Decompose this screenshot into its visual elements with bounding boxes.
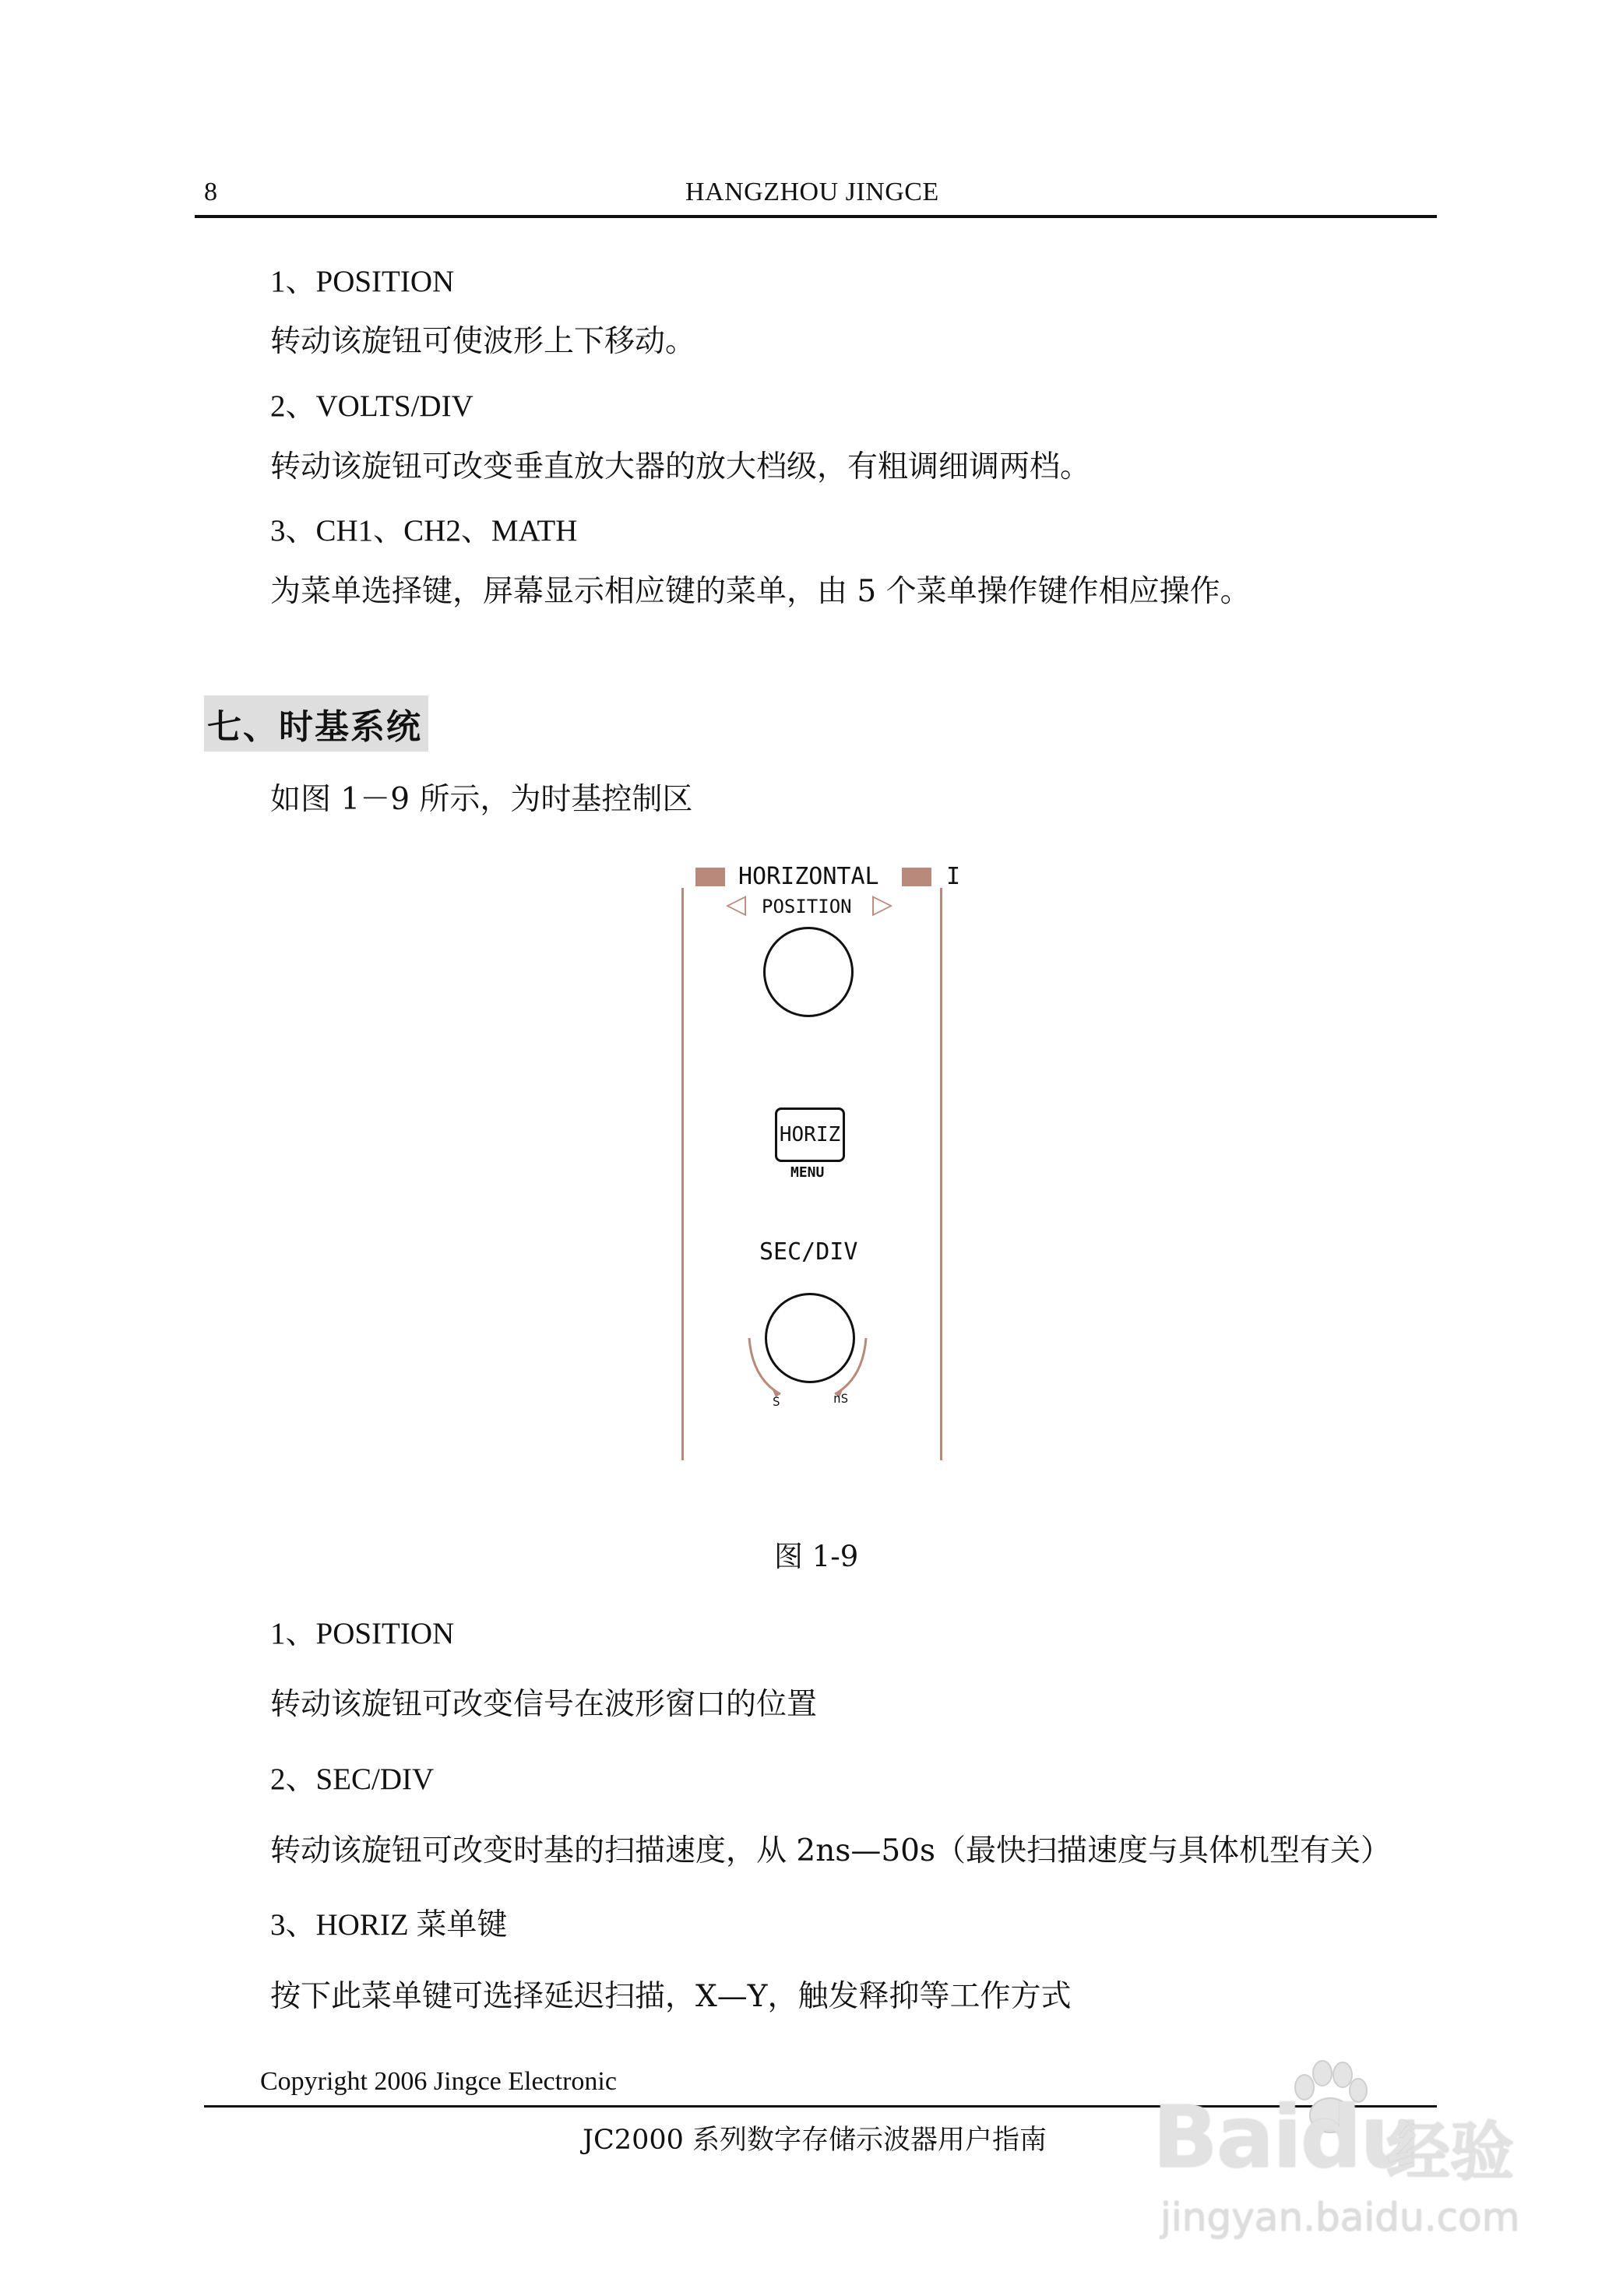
horizontal-control-panel-figure bbox=[678, 857, 961, 1464]
baidu-jingyan-watermark bbox=[1153, 2056, 1573, 2251]
vertical-item-3-description: 为菜单选择键，屏幕显示相应键的菜单，由 5 个菜单操作键作相应操作。 bbox=[270, 574, 1251, 609]
sec-div-left-arc bbox=[749, 1338, 780, 1394]
timebase-item-1-label: 1、POSITION bbox=[270, 1617, 455, 1650]
position-right-arrow-icon: ▷ bbox=[872, 889, 893, 920]
sec-div-fast-mark: nS bbox=[833, 1391, 849, 1406]
horiz-menu-button[interactable]: HORIZ bbox=[775, 1108, 845, 1162]
watermark-logo-cn: 经验 bbox=[1386, 2115, 1515, 2189]
header-rule bbox=[195, 215, 1437, 218]
vertical-item-2-label: 2、VOLTS/DIV bbox=[270, 389, 474, 423]
copyright-notice: Copyright 2006 Jingce Electronic bbox=[260, 2067, 617, 2096]
watermark-logo-text: Baidu bbox=[1153, 2087, 1420, 2187]
position-left-arrow-icon: ◁ bbox=[726, 889, 747, 920]
panel-title: HORIZONTAL bbox=[738, 863, 879, 890]
page-number: 8 bbox=[204, 178, 217, 206]
manual-title: JC2000 系列数字存储示波器用户指南 bbox=[583, 2125, 1047, 2156]
timebase-item-3-description: 按下此菜单键可选择延迟扫描，X—Y，触发释抑等工作方式 bbox=[270, 1979, 1072, 2014]
sec-div-knob-label: SEC/DIV bbox=[759, 1238, 858, 1266]
timebase-item-1-description: 转动该旋钮可改变信号在波形窗口的位置 bbox=[270, 1687, 818, 1722]
timebase-item-2-description: 转动该旋钮可改变时基的扫描速度，从 2ns—50s（最快扫描速度与具体机型有关） bbox=[270, 1833, 1391, 1868]
sec-div-direction-arrows bbox=[678, 857, 961, 1464]
timebase-item-3-label: 3、HORIZ 菜单键 bbox=[270, 1908, 508, 1942]
vertical-item-3-label: 3、CH1、CH2、MATH bbox=[270, 514, 578, 548]
timebase-intro: 如图 1－9 所示，为时基控制区 bbox=[270, 782, 693, 817]
figure-caption: 图 1-9 bbox=[774, 1540, 859, 1573]
horiz-button-sublabel: MENU bbox=[790, 1164, 825, 1181]
watermark-url: jingyan.baidu.com bbox=[1160, 2195, 1520, 2240]
vertical-item-2-description: 转动该旋钮可改变垂直放大器的放大档级，有粗调细调两档。 bbox=[270, 449, 1091, 484]
sec-div-slow-mark: S bbox=[773, 1394, 780, 1409]
section-heading-timebase: 七、时基系统 bbox=[204, 695, 428, 752]
position-knob-label: POSITION bbox=[762, 896, 852, 917]
running-header-title: HANGZHOU JINGCE bbox=[685, 178, 939, 206]
panel-right-mark: I bbox=[946, 863, 961, 890]
timebase-item-2-label: 2、SEC/DIV bbox=[270, 1762, 435, 1796]
vertical-item-1-description: 转动该旋钮可使波形上下移动。 bbox=[270, 324, 696, 359]
vertical-item-1-label: 1、POSITION bbox=[270, 265, 455, 298]
sec-div-right-arc bbox=[835, 1338, 866, 1394]
